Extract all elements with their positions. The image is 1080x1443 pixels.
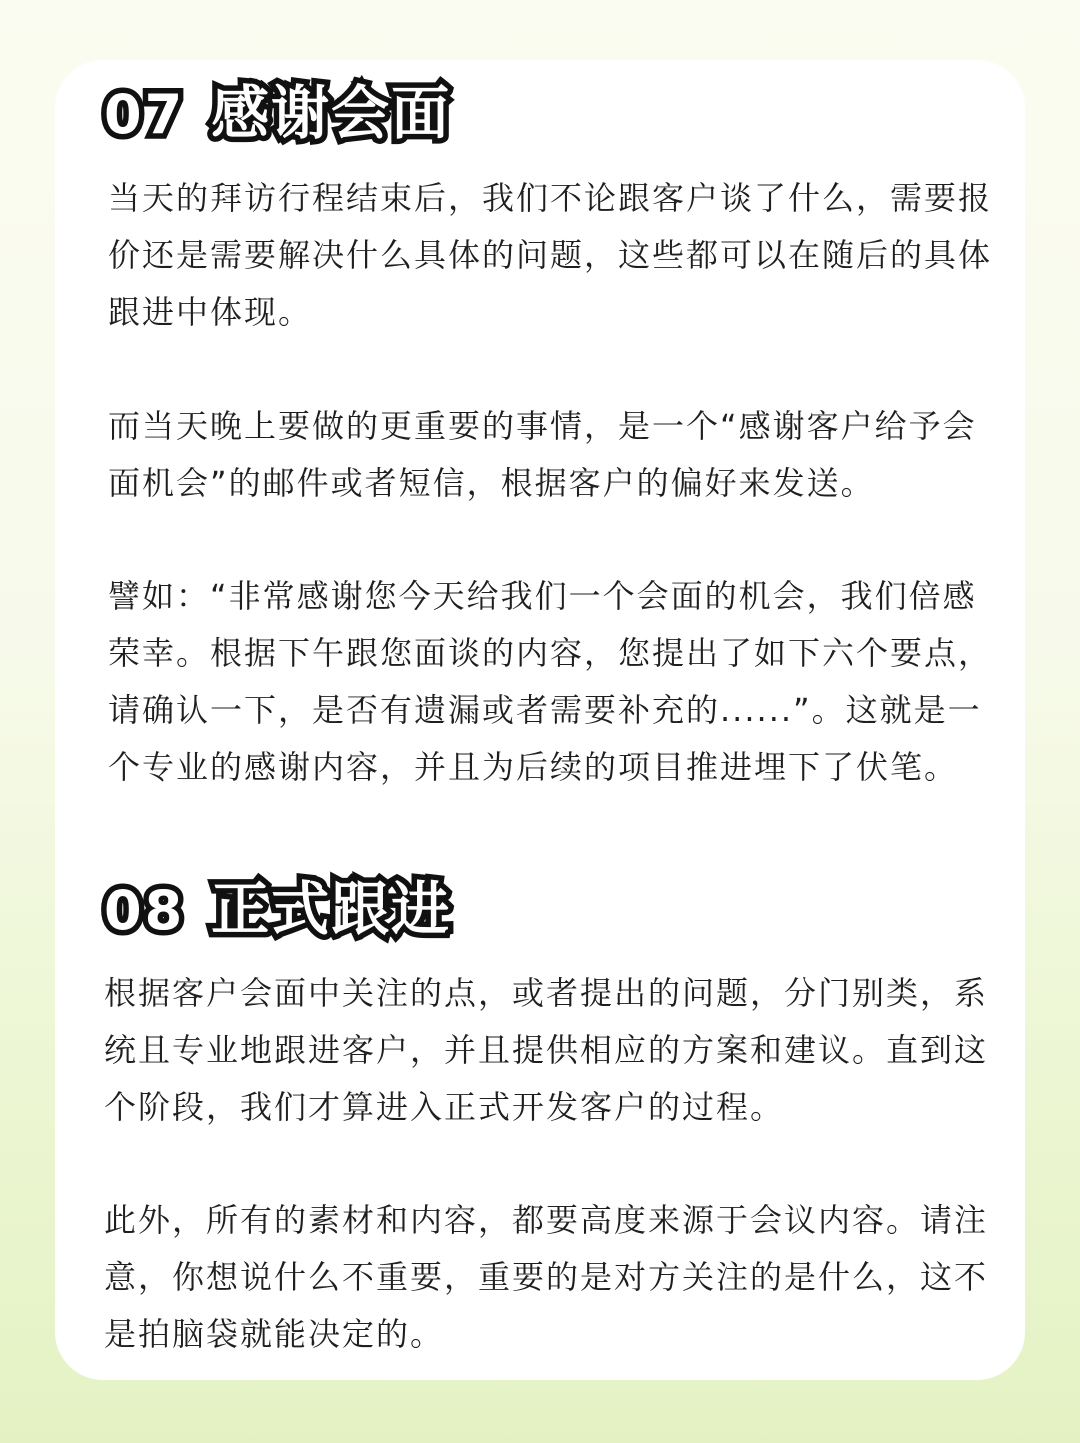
paragraph: 譬如：“非常感谢您今天给我们一个会面的机会，我们倍感荣幸。根据下午跟您面谈的内容，您提出了如下六个要点，请确认一下，是否有遗漏或者需要补充的......”。这就是一个专业的感谢内容，并且为后续的项目推进埋下了伏笔。 bbox=[108, 577, 993, 786]
section-number: 08 bbox=[104, 879, 186, 942]
section-heading-08 bbox=[104, 862, 451, 946]
paragraph: 而当天晚上要做的更重要的事情，是一个“感谢客户给予会面机会”的邮件或者短信，根据客户的偏好来发送。 bbox=[108, 407, 977, 502]
section-heading-07 bbox=[104, 66, 451, 150]
section-title: 正式跟进 bbox=[211, 875, 452, 943]
section-number: 07 bbox=[104, 83, 186, 146]
section-title: 感谢会面 bbox=[211, 79, 452, 147]
paragraph: 根据客户会面中关注的点，或者提出的问题，分门别类，系统且专业地跟进客户，并且提供相应的方案和建议。直到这个阶段，我们才算进入正式开发客户的过程。 bbox=[104, 974, 989, 1126]
paragraph: 此外，所有的素材和内容，都要高度来源于会议内容。请注意，你想说什么不重要，重要的是对方关注的是什么，这不是拍脑袋就能决定的。 bbox=[104, 1201, 989, 1353]
paragraph: 当天的拜访行程结束后，我们不论跟客户谈了什么，需要报价还是需要解决什么具体的问题，这些都可以在随后的具体跟进中体现。 bbox=[108, 179, 993, 331]
